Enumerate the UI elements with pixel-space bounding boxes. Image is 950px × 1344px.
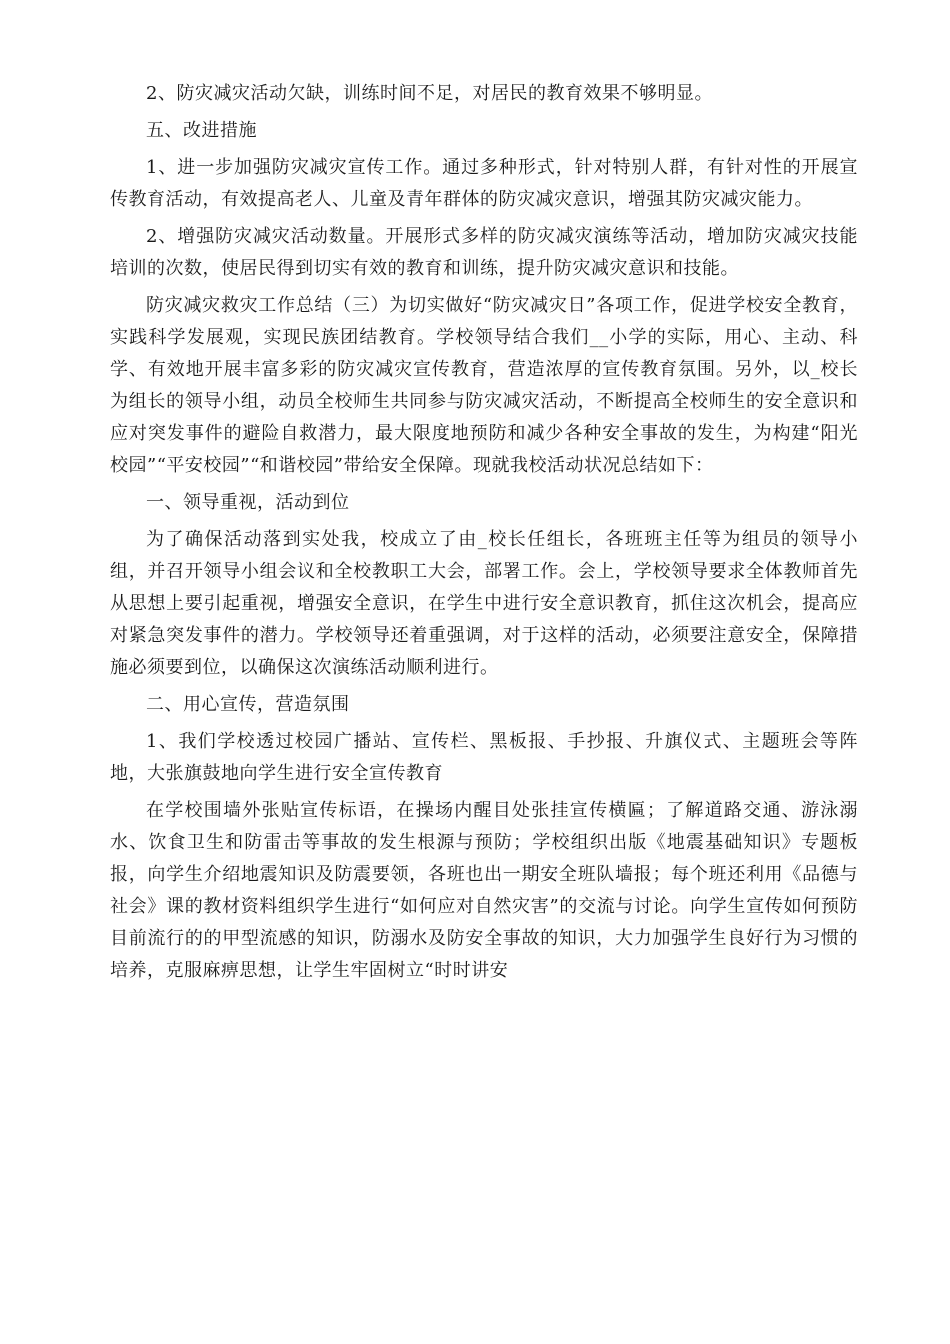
document-page xyxy=(110,78,858,992)
paragraph-item-2-weakness: 2、防灾减灾活动欠缺，训练时间不足，对居民的教育效果不够明显。 xyxy=(146,83,713,104)
heading-publicity: 二、用心宣传，营造氛围 xyxy=(146,694,350,715)
heading-improvement-measures: 五、改进措施 xyxy=(146,120,257,141)
paragraph-measure-2: 2、增强防灾减灾活动数量。开展形式多样的防灾减灾演练等活动，增加防灾减灾技能培训的次数，使居民得到切实有效的教育和训练，提升防灾减灾意识和技能。 xyxy=(110,226,858,279)
paragraph-measure-1: 1、进一步加强防灾减灾宣传工作。通过多种形式，针对特别人群，有针对性的开展宣传教育活动，有效提高老人、儿童及青年群体的防灾减灾意识，增强其防灾减灾能力。 xyxy=(110,157,858,210)
paragraph-publicity-1: 1、我们学校透过校园广播站、宣传栏、黑板报、手抄报、升旗仪式、主题班会等阵地，大张旗鼓地向学生进行安全宣传教育 xyxy=(110,731,858,784)
paragraph-summary-3-intro: 防灾减灾救灾工作总结（三）为切实做好“防灾减灾日”各项工作，促进学校安全教育，实践科学发展观，实现民族团结教育。学校领导结合我们__小学的实际，用心、主动、科学、有效地开展丰富多彩的防灾减灾宣传教育，营造浓厚的宣传教育氛围。另外，以_校长为组长的领导小组，动员全校师生共同参与防灾减灾活动，不断提高全校师生的安全意识和应对突发事件的避险自救潜力，最大限度地预防和减少各种安全事故的发生，为构建“阳光校园”“平安校园”“和谐校园”带给安全保障。现就我校活动状况总结如下： xyxy=(110,295,858,476)
heading-leadership: 一、领导重视，活动到位 xyxy=(146,492,350,513)
paragraph-leadership: 为了确保活动落到实处我，校成立了由_校长任组长，各班班主任等为组员的领导小组，并召开领导小组会议和全校教职工大会，部署工作。会上，学校领导要求全体教师首先从思想上要引起重视，增强安全意识，在学生中进行安全意识教育，抓住这次机会，提高应对紧急突发事件的潜力。学校领导还着重强调，对于这样的活动，必须要注意安全，保障措施必须要到位，以确保这次演练活动顺利进行。 xyxy=(110,529,858,678)
paragraph-publicity-detail: 在学校围墙外张贴宣传标语，在操场内醒目处张挂宣传横匾；了解道路交通、游泳溺水、饮食卫生和防雷击等事故的发生根源与预防；学校组织出版《地震基础知识》专题板报，向学生介绍地震知识及防震要领，各班也出一期安全班队墙报；每个班还利用《品德与社会》课的教材资料组织学生进行“如何应对自然灾害”的交流与讨论。向学生宣传如何预防目前流行的的甲型流感的知识，防溺水及防安全事故的知识，大力加强学生良好行为习惯的培养，克服麻痹思想，让学生牢固树立“时时讲安 xyxy=(110,800,858,981)
